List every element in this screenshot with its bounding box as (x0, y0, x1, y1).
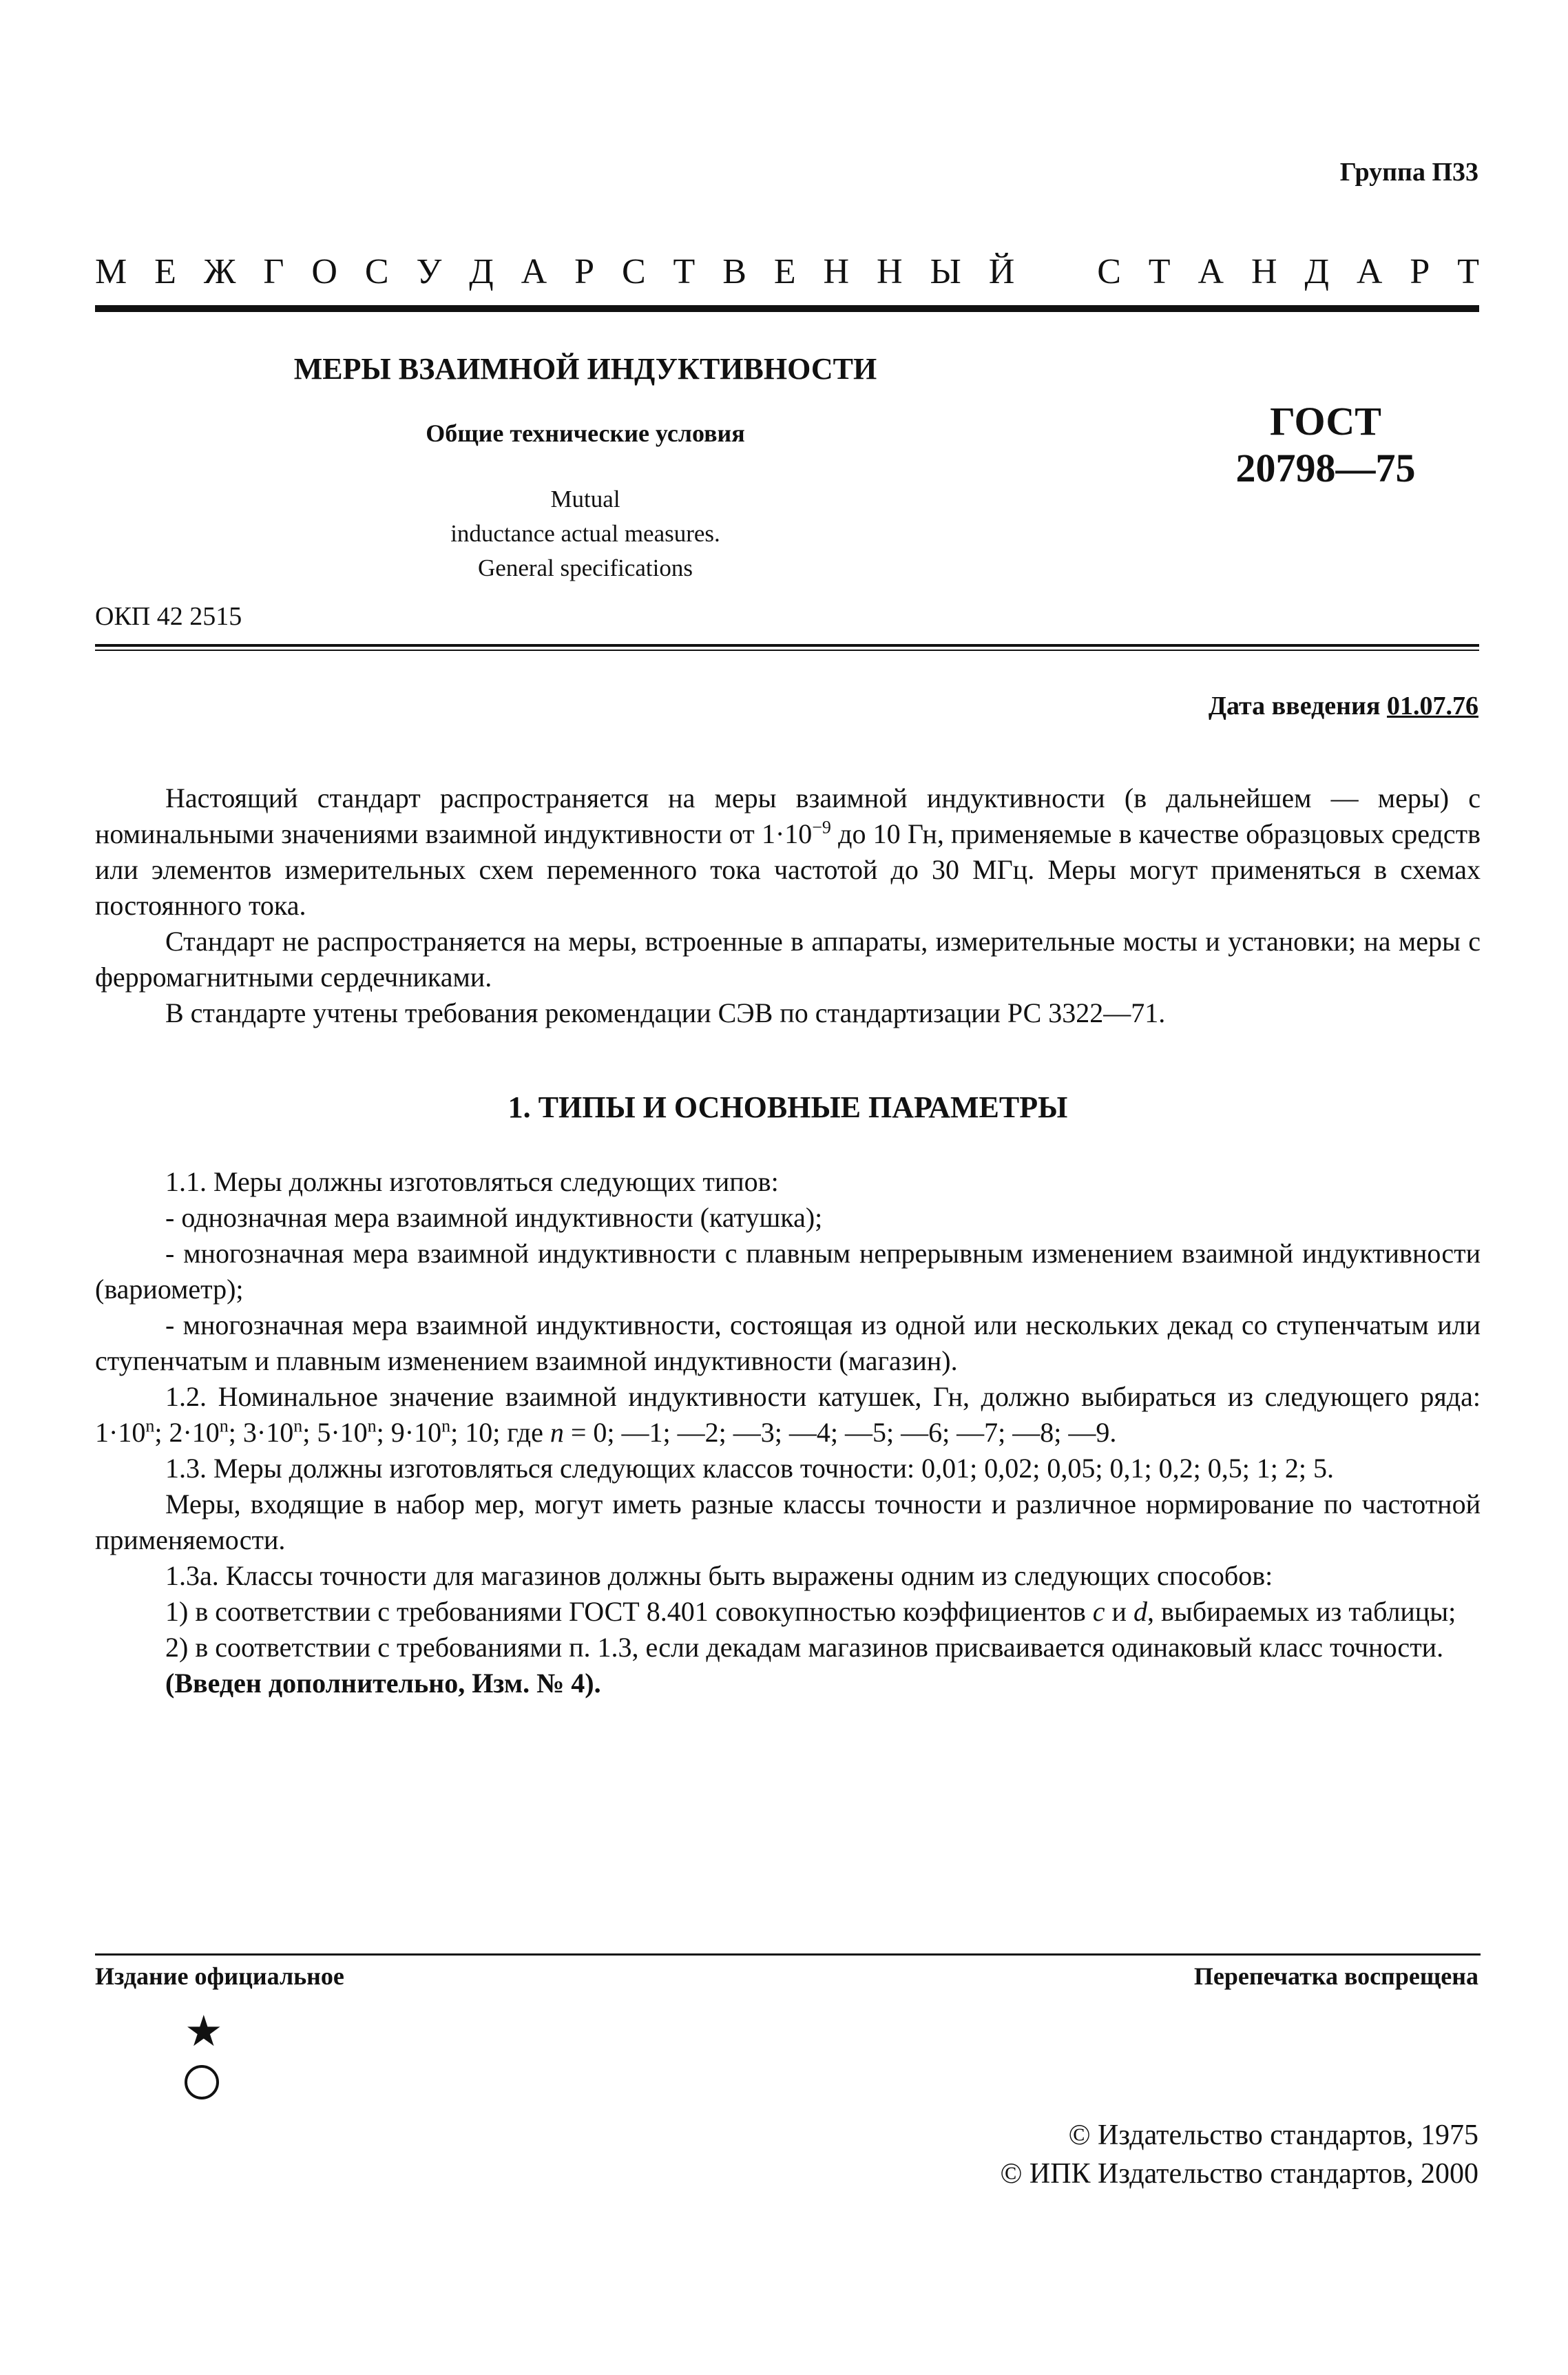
exponent: n (219, 1415, 229, 1436)
gost-label: ГОСТ (1270, 399, 1381, 444)
list-item: - многозначная мера взаимной индуктивности, состоящая из одной или нескольких декад со ступенчатым или ступенчатым и плавным изменением взаимной индуктивности (магазин). (95, 1309, 1481, 1376)
variable-n: n (550, 1417, 564, 1448)
banner-letter (1042, 251, 1069, 292)
banner-letter: А (1198, 252, 1224, 291)
intro-paragraph (95, 780, 1481, 924)
list-item: - однозначная мера взаимной индуктивности (катушка); (165, 1202, 823, 1233)
text-run: ; 5·10 (302, 1417, 368, 1448)
english-title-line: inductance actual measures. (450, 520, 720, 547)
intro-text (95, 780, 1481, 1031)
introduction-date-value: 01.07.76 (1387, 692, 1478, 720)
banner-letter: Т (673, 252, 696, 291)
text-run: 1) в соответствии с требованиями ГОСТ 8.401 совокупностью коэффициентов (165, 1596, 1093, 1627)
banner-letter: Р (574, 252, 595, 291)
text-run: ; 9·10 (376, 1417, 442, 1448)
title-rule-thin (95, 650, 1479, 651)
reprint-prohibited-label: Перепечатка воспрещена (1193, 1962, 1478, 1990)
english-title (310, 482, 861, 585)
list-item (95, 1594, 1481, 1630)
header-rule (95, 305, 1479, 312)
variable-d: d (1133, 1596, 1147, 1627)
text-run: до 10 Гн, применяемые в качестве образцовых средств или элементов измерительных схем переменного тока частотой до 30 МГц. Меры могут применяться в схемах постоянного тока. (95, 818, 1481, 921)
text-run: Настоящий стандарт распространяется на меры взаимной индуктивности (в дальнейшем — меры) с номинальными значениями взаимной индуктивности от 1·10 (95, 782, 1481, 849)
clause-1-2 (95, 1379, 1481, 1451)
official-edition-label: Издание официальное (95, 1962, 344, 1990)
star-icon: ★ (185, 2006, 223, 2056)
text-run: ; 2·10 (154, 1417, 220, 1448)
gost-number: 20798—75 (1235, 446, 1416, 490)
introduction-date (1209, 691, 1478, 721)
banner-letter: А (521, 252, 547, 291)
text-run: , выбираемых из таблицы; (1147, 1596, 1456, 1627)
introduction-date-label: Дата введения (1208, 692, 1387, 720)
banner-letter: У (416, 252, 442, 291)
text-run: ; 3·10 (228, 1417, 294, 1448)
section-1-text (95, 1164, 1481, 1701)
banner-letter: Е (773, 252, 796, 291)
text-run: 1.2. Номинальное значение взаимной индуктивности катушек, Гн, должно выбираться из следующего ряда: 1·10 (95, 1381, 1481, 1448)
interstate-standard-banner (95, 251, 1479, 292)
intro-paragraph: В стандарте учтены требования рекомендации СЭВ по стандартизации РС 3322—71. (165, 997, 1166, 1028)
banner-letter: Н (877, 252, 903, 291)
banner-letter: Н (1251, 252, 1277, 291)
text-run: и (1105, 1596, 1133, 1627)
gost-designation (1171, 398, 1481, 492)
clause-1-3a: 1.3а. Классы точности для магазинов должны быть выражены одним из следующих способов: (165, 1560, 1273, 1591)
clause-1-3: 1.3. Меры должны изготовляться следующих классов точности: 0,01; 0,02; 0,05; 0,1; 0,2; 0,5; 1; 2; 5. (165, 1453, 1335, 1484)
copyright-line: © Издательство стандартов, 1975 (1068, 2119, 1478, 2151)
banner-letter: В (722, 252, 746, 291)
english-title-line: General specifications (478, 554, 693, 581)
banner-letter: Й (988, 252, 1015, 291)
copyright-block (1000, 2116, 1478, 2193)
exponent: −9 (812, 817, 831, 838)
english-title-line: Mutual (550, 486, 620, 512)
list-item: - многозначная мера взаимной индуктивности с плавным непрерывным изменением взаимной индуктивности (вариометр); (95, 1238, 1481, 1305)
banner-letter: Г (263, 252, 284, 291)
copyright-line: © ИПК Издательство стандартов, 2000 (1000, 2158, 1478, 2190)
banner-letter: А (1356, 252, 1383, 291)
text-run: ; 10; где (450, 1417, 550, 1448)
list-item: 2) в соответствии с требованиями п. 1.3, если декадам магазинов присваивается одинаковый класс точности. (165, 1632, 1444, 1663)
okp-code: ОКП 42 2515 (95, 602, 242, 631)
banner-letter: Д (1304, 252, 1329, 291)
exponent: n (293, 1415, 303, 1436)
amendment-note: (Введен дополнительно, Изм. № 4). (165, 1668, 601, 1699)
banner-letter: С (364, 252, 389, 291)
banner-letter: Ы (930, 252, 961, 291)
banner-letter: Т (1148, 252, 1171, 291)
clause-1-3-continued: Меры, входящие в набор мер, могут иметь разные классы точности и различное нормирование по частотной применяемости. (95, 1489, 1481, 1555)
text-run: = 0; —1; —2; —3; —4; —5; —6; —7; —8; —9. (563, 1417, 1117, 1448)
circle-icon (185, 2065, 219, 2099)
banner-letter: Ж (203, 252, 236, 291)
group-label: Группа П33 (1339, 158, 1478, 187)
title-rule (95, 644, 1479, 647)
banner-letter: Д (469, 252, 494, 291)
intro-paragraph: Стандарт не распространяется на меры, встроенные в аппараты, измерительные мосты и установки; на меры с ферромагнитными сердечниками. (95, 926, 1481, 993)
section-heading: 1. ТИПЫ И ОСНОВНЫЕ ПАРАМЕТРЫ (508, 1090, 1068, 1124)
banner-letter: Н (823, 252, 850, 291)
exponent: n (441, 1415, 451, 1436)
document-title: МЕРЫ ВЗАИМНОЙ ИНДУКТИВНОСТИ (293, 352, 877, 386)
exponent: n (145, 1415, 155, 1436)
banner-letter: С (621, 252, 646, 291)
exponent: n (367, 1415, 377, 1436)
banner-letter: С (1097, 252, 1121, 291)
banner-letter: Р (1410, 252, 1430, 291)
banner-letter: О (311, 252, 337, 291)
banner-letter: Е (154, 252, 176, 291)
document-subtitle: Общие технические условия (426, 419, 745, 447)
banner-letter: М (95, 252, 127, 291)
clause-1-1: 1.1. Меры должны изготовляться следующих типов: (165, 1166, 779, 1197)
variable-c: c (1092, 1596, 1105, 1627)
footer-rule (95, 1953, 1481, 1956)
banner-letter: Т (1457, 252, 1479, 291)
